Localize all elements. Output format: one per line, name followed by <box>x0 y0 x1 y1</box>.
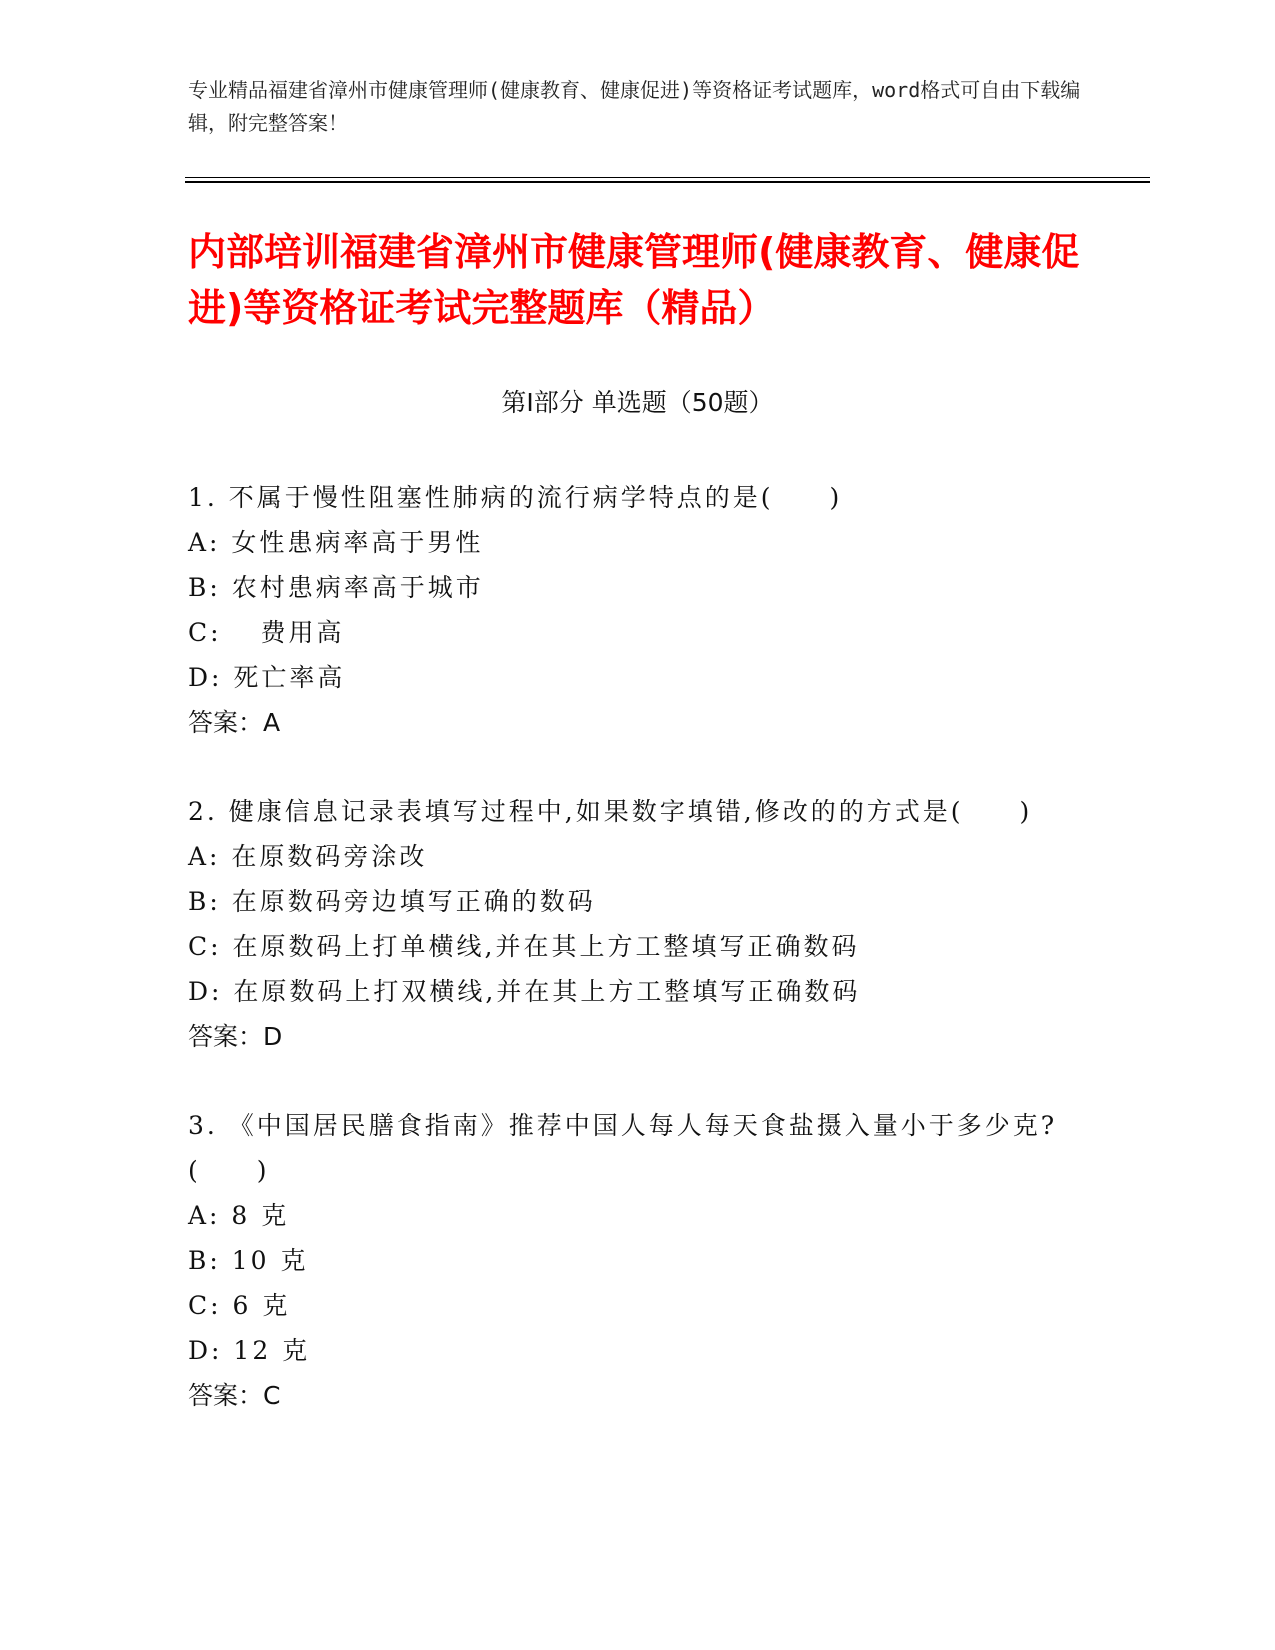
answer-line: 答案：D <box>188 1022 283 1051</box>
option-a: A: 女性患病率高于男性 <box>188 528 484 557</box>
option-b: B: 10 克 <box>188 1246 309 1275</box>
question-item <box>188 475 1088 745</box>
option-d: D: 死亡率高 <box>188 663 346 692</box>
option-a: A: 在原数码旁涂改 <box>188 842 428 871</box>
option-c: C: 6 克 <box>188 1291 291 1320</box>
question-stem: 1. 不属于慢性阻塞性肺病的流行病学特点的是( ) <box>188 483 843 512</box>
option-b: B: 农村患病率高于城市 <box>188 573 484 602</box>
option-b: B: 在原数码旁边填写正确的数码 <box>188 887 596 916</box>
question-item <box>188 789 1088 1059</box>
option-c: C: 在原数码上打单横线,并在其上方工整填写正确数码 <box>188 932 860 961</box>
header-divider-thick <box>185 181 1150 183</box>
option-a: A: 8 克 <box>188 1201 290 1230</box>
option-d: D: 在原数码上打双横线,并在其上方工整填写正确数码 <box>188 977 861 1006</box>
question-list <box>188 475 1088 1462</box>
question-stem: 2. 健康信息记录表填写过程中,如果数字填错,修改的的方式是( ) <box>188 797 1033 826</box>
document-title: 内部培训福建省漳州市健康管理师(健康教育、健康促进)等资格证考试完整题库（精品） <box>188 230 1080 330</box>
header-divider-thin <box>185 177 1150 178</box>
header-note: 专业精品福建省漳州市健康管理师(健康教育、健康促进)等资格证考试题库，word格式可自由下载编辑，附完整答案！ <box>188 78 1081 135</box>
option-d: D: 12 克 <box>188 1336 311 1365</box>
section-title: 第Ⅰ部分 单选题（50题） <box>501 388 774 417</box>
answer-line: 答案：C <box>188 1381 281 1410</box>
answer-line: 答案：A <box>188 708 281 737</box>
question-stem: 3. 《中国居民膳食指南》推荐中国人每人每天食盐摄入量小于多少克?( ) <box>188 1111 1058 1185</box>
question-item <box>188 1103 1088 1418</box>
option-c: C: 费用高 <box>188 618 345 647</box>
